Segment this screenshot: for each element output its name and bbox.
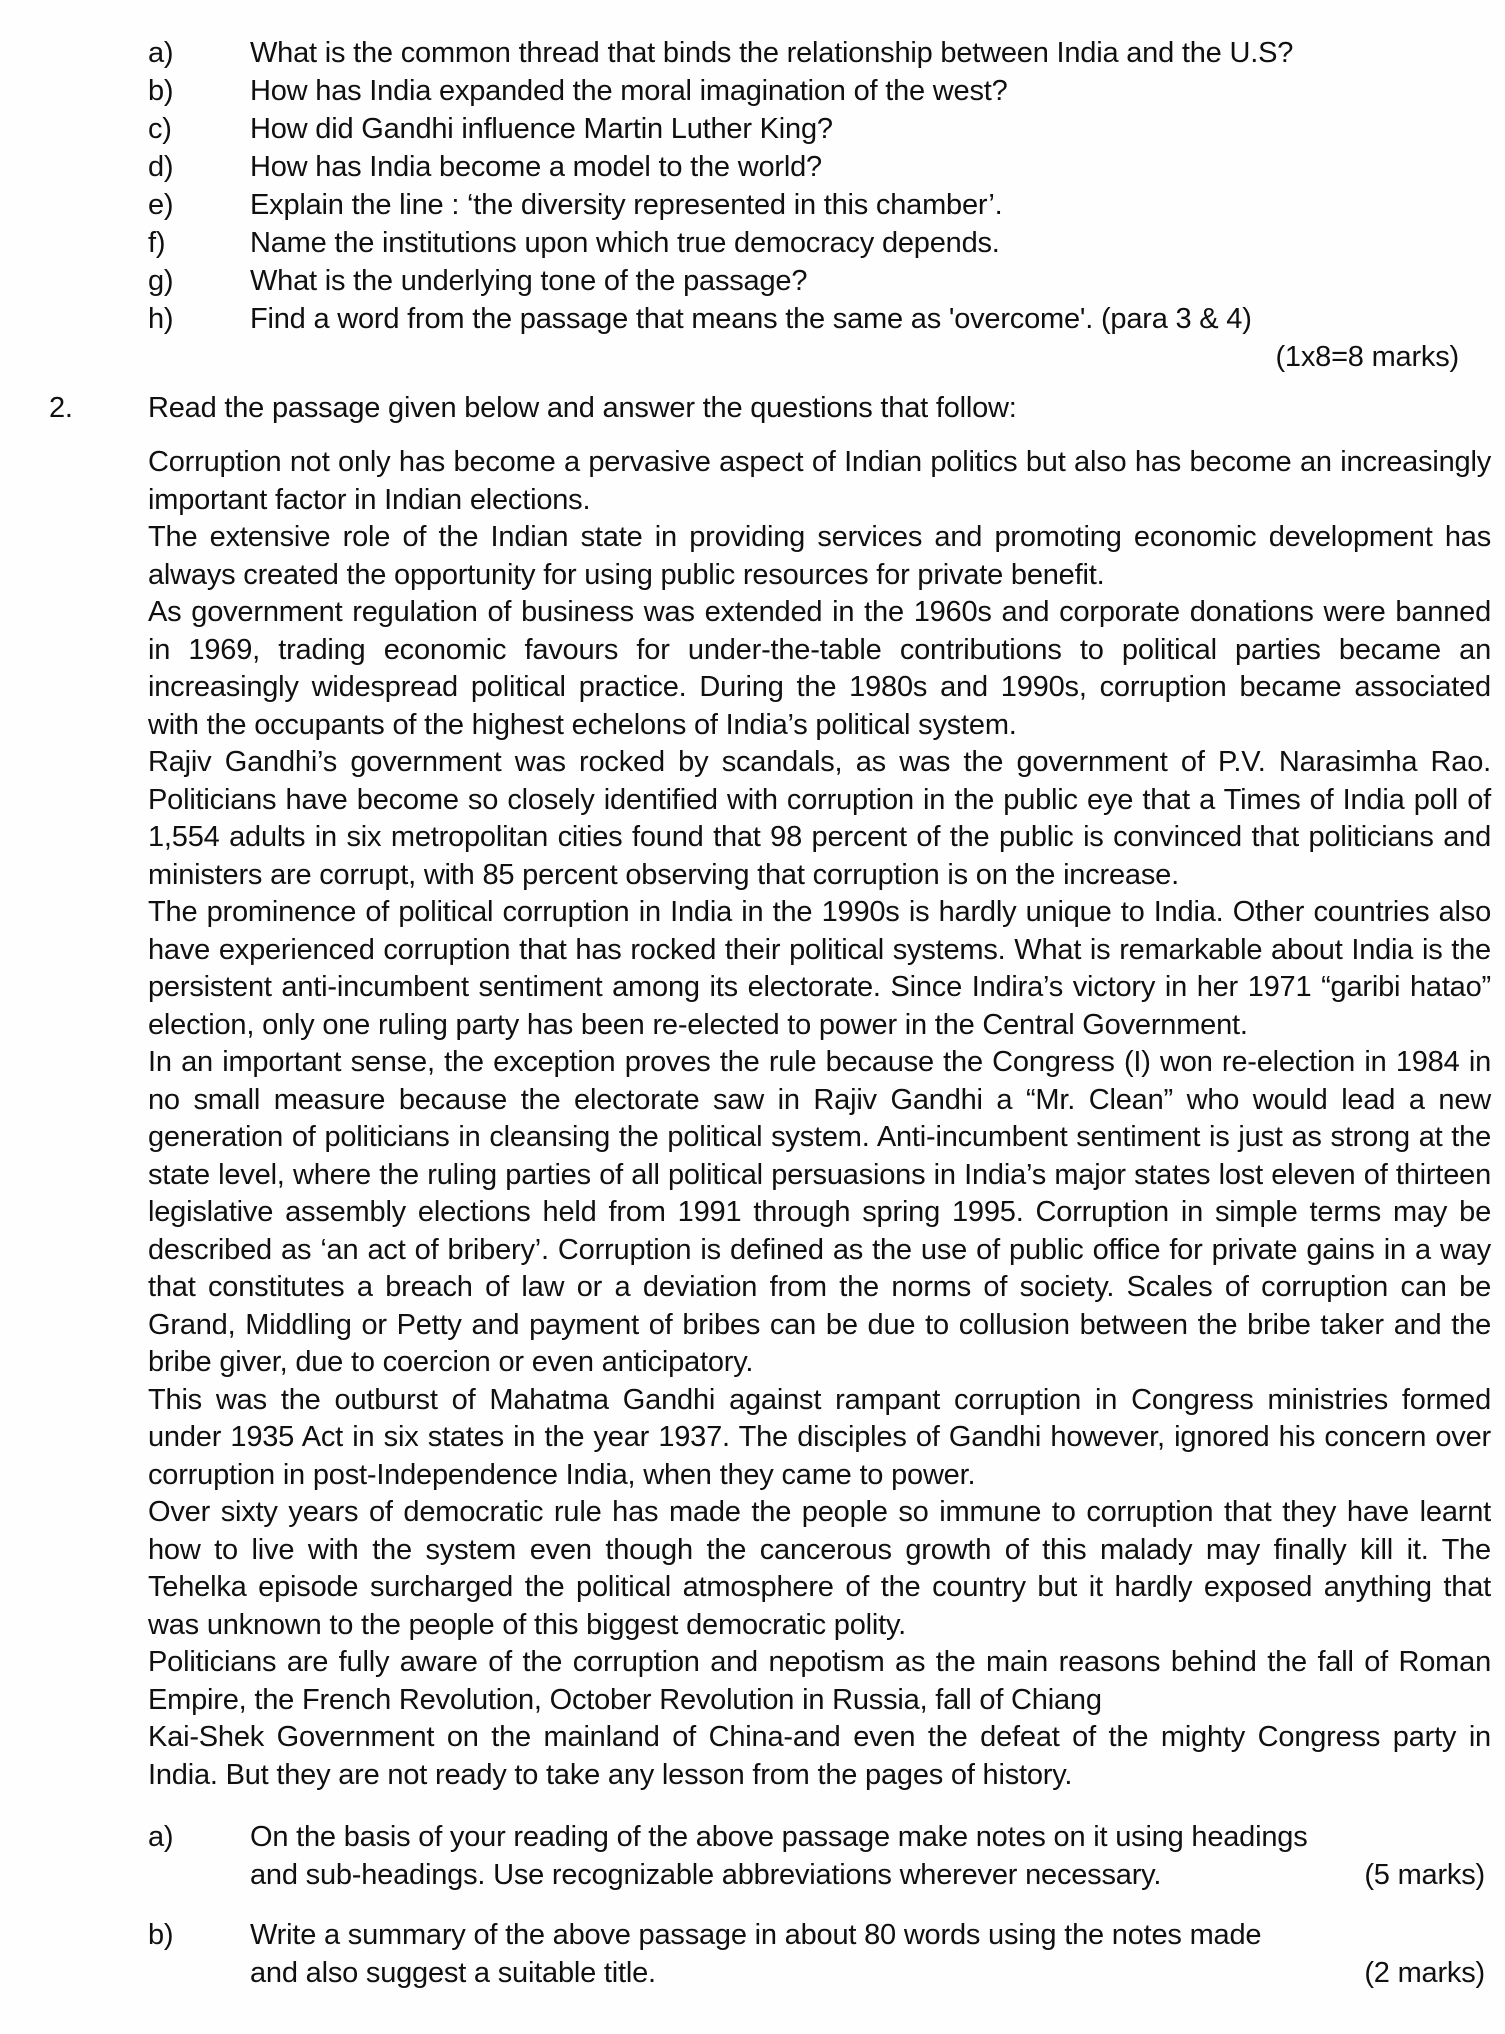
q1-subquestion-row — [148, 186, 1505, 224]
q1-subquestion-row — [148, 224, 1505, 262]
subquestion-marks-label: (5 marks) — [1364, 1859, 1485, 1891]
subquestion-text: How did Gandhi influence Martin Luther King? — [250, 113, 833, 145]
subquestion-marker: h) — [148, 303, 174, 335]
q1-marks-label: (1x8=8 marks) — [1275, 341, 1459, 373]
subquestion-text: Find a word from the passage that means the same as 'overcome'. (para 3 & 4) — [250, 303, 1252, 335]
subquestion-marker: b) — [148, 75, 174, 107]
subquestion-text-line: Write a summary of the above passage in about 80 words using the notes made — [250, 1919, 1262, 1951]
q1-subquestion-row — [148, 262, 1505, 300]
q1-subquestion-row — [148, 34, 1505, 72]
subquestion-text: What is the common thread that binds the relationship between India and the U.S? — [250, 37, 1294, 69]
subquestion-text-line: and also suggest a suitable title. — [250, 1957, 656, 1989]
passage-paragraph: As government regulation of business was extended in the 1960s and corporate donations were banned in 1969, trading economic favours for under-the-table contributions to political parties became an increasingly widespread political practice. During the 1980s and 1990s, corruption became associated with the occupants of the highest echelons of India’s political system. — [148, 596, 1491, 741]
subquestion-text: What is the underlying tone of the passage? — [250, 265, 808, 297]
question-2-heading — [0, 389, 1505, 427]
q2-subquestion-list — [0, 1818, 1505, 1992]
subquestion-marker: e) — [148, 189, 174, 221]
q2-subquestion-row — [148, 1916, 1505, 1992]
passage-paragraph: The prominence of political corruption in India in the 1990s is hardly unique to India. Other countries also have experienced corruption that has rocked their political systems. What is remarkable about India is the persistent anti-incumbent sentiment among its electorate. Since Indira’s victory in her 1971 “garibi hatao” election, only one ruling party has been re-elected to power in the Central Government. — [148, 896, 1491, 1041]
q1-subquestion-row — [148, 148, 1505, 186]
passage-paragraph: The extensive role of the Indian state in providing services and promoting economic development has always created the opportunity for using public resources for private benefit. — [148, 521, 1491, 591]
q1-subquestion-row — [148, 300, 1505, 338]
passage-paragraph: Corruption not only has become a pervasive aspect of Indian politics but also has become an increasingly important factor in Indian elections. — [148, 446, 1491, 516]
reading-passage — [148, 444, 1491, 1794]
question-1-subquestions — [0, 0, 1505, 376]
subquestion-text-line: and sub-headings. Use recognizable abbreviations wherever necessary. — [250, 1859, 1162, 1891]
subquestion-marker: b) — [148, 1919, 174, 1951]
passage-paragraph: Rajiv Gandhi’s government was rocked by scandals, as was the government of P.V. Narasimha Rao. Politicians have become so closely identified with corruption in the public eye that a Times of India poll of 1,554 adults in six metropolitan cities found that 98 percent of the public is convinced that politicians and ministers are corrupt, with 85 percent observing that corruption is on the increase. — [148, 746, 1491, 891]
passage-paragraph: In an important sense, the exception proves the rule because the Congress (I) won re-election in 1984 in no small measure because the electorate saw in Rajiv Gandhi a “Mr. Clean” who would lead a new generation of politicians in cleansing the political system. Anti-incumbent sentiment is just as strong at the state level, where the ruling parties of all political persuasions in India’s major states lost eleven of thirteen legislative assembly elections held from 1991 through spring 1995. Corruption in simple terms may be described as ‘an act of bribery’. Corruption is defined as the use of public office for private gains in a way that constitutes a breach of law or a deviation from the norms of society. Scales of corruption can be Grand, Middling or Petty and payment of bribes can be due to collusion between the bribe taker and the bribe giver, due to coercion or even anticipatory. — [148, 1046, 1491, 1378]
q2-subquestion-row — [148, 1818, 1505, 1894]
subquestion-marker: a) — [148, 37, 174, 69]
subquestion-text-line: On the basis of your reading of the above passage make notes on it using headings — [250, 1821, 1308, 1853]
q1-subquestion-list — [0, 34, 1505, 338]
subquestion-text: Name the institutions upon which true democracy depends. — [250, 227, 1000, 259]
passage-paragraph: Over sixty years of democratic rule has made the people so immune to corruption that they have learnt how to live with the system even though the cancerous growth of this malady may finally kill it. The Tehelka episode surcharged the political atmosphere of the country but it hardly exposed anything that was unknown to the people of this biggest democratic polity. — [148, 1496, 1491, 1641]
subquestion-marker: g) — [148, 265, 174, 297]
question-2-number: 2. — [49, 392, 73, 424]
passage-paragraph: Kai-Shek Government on the mainland of China-and even the defeat of the mighty Congress party in India. But they are not ready to take any lesson from the pages of history. — [148, 1721, 1491, 1791]
subquestion-body — [250, 1916, 1485, 1992]
subquestion-body — [250, 1818, 1485, 1894]
subquestion-text: How has India become a model to the world? — [250, 151, 822, 183]
subquestion-marker: d) — [148, 151, 174, 183]
subquestion-marker: c) — [148, 113, 172, 145]
q1-subquestion-row — [148, 72, 1505, 110]
subquestion-marker: f) — [148, 227, 166, 259]
question-2-instruction: Read the passage given below and answer the questions that follow: — [148, 392, 1017, 424]
subquestion-marker: a) — [148, 1821, 174, 1853]
q1-subquestion-row — [148, 110, 1505, 148]
passage-paragraph: Politicians are fully aware of the corruption and nepotism as the main reasons behind the fall of Roman Empire, the French Revolution, October Revolution in Russia, fall of Chiang — [148, 1646, 1491, 1716]
subquestion-marks-label: (2 marks) — [1364, 1957, 1485, 1989]
subquestion-text: Explain the line : ‘the diversity represented in this chamber’. — [250, 189, 1003, 221]
passage-paragraph: This was the outburst of Mahatma Gandhi against rampant corruption in Congress ministries formed under 1935 Act in six states in the year 1937. The disciples of Gandhi however, ignored his concern over corruption in post-Independence India, when they came to power. — [148, 1383, 1491, 1491]
subquestion-text: How has India expanded the moral imagination of the west? — [250, 75, 1008, 107]
